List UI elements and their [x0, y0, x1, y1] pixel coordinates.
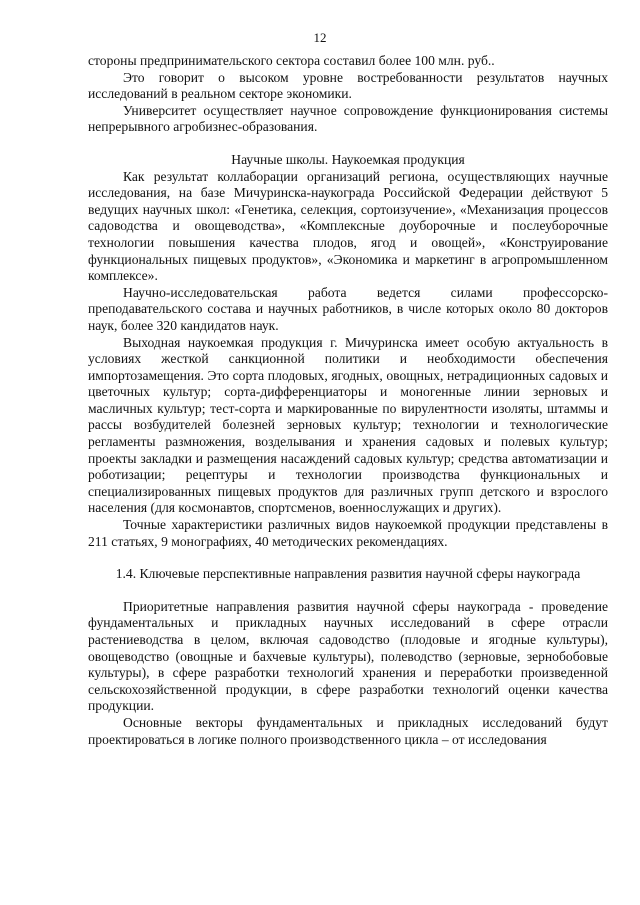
section-heading-directions: 1.4. Ключевые перспективные направления развития научной сферы наукограда [115, 566, 581, 582]
paragraph-products: Выходная наукоемкая продукция г. Мичуринска имеет особую актуальность в условиях жесткой санкционной политики и необходимости обеспечения импортозамещения. Это сорта плодовых, ягодных, овощных, нетрадиционных садовых и цветочных культур; сорта-дифференциаторы и моногенные линии зерновых и масличных культур; тест-сорта и маркированные по вирулентности изоляты, штаммы и рассы возбудителей болезней зерновых культур; технологии и технологические регламенты размножения, возделывания и хранения садовых и полевых культур; проекты закладки и размещения насаждений садовых культур; средства автоматизации и роботизации; рецептуры и технологии производства функциональных и специализированных пищевых продуктов для различных групп детского и взрослого населения (для космонавтов, спортсменов, военнослужащих и других). [88, 334, 608, 516]
paragraph-university-support: Университет осуществляет научное сопровождение функционирования системы непрерывного агробизнес-образования. [88, 102, 608, 135]
paragraph-priorities: Приоритетные направления развития научной сферы наукограда - проведение фундаментальных и прикладных научных исследований в сфере отрасли растениеводства в целом, включая садоводство (плодовые и ягодные культуры), овощеводство (овощные и бахчевые культуры), полеводство (зерновые, зернобобовые культуры), в сфере разработки технологий хранения и переработки произведенной сельскохозяйственной продукции, в сфере разработки технологий оценки качества продукции. [88, 598, 608, 714]
paragraph-research-vectors: Основные векторы фундаментальных и прикладных исследований будут проектироваться в логике полного производственного цикла – от исследования [88, 714, 608, 747]
paragraph-demand: Это говорит о высоком уровне востребованности результатов научных исследований в реальном секторе экономики. [88, 69, 608, 102]
document-body [88, 53, 608, 748]
paragraph-publications: Точные характеристики различных видов наукоемкой продукции представлены в 211 статьях, 9 монографиях, 40 методических рекомендациях. [88, 517, 608, 549]
page-number: 12 [313, 30, 327, 45]
paragraph-research-staff: Научно-исследовательская работа ведется силами профессорско-преподавательского состава и научных работников, в числе которых около 80 докторов наук, более 320 кандидатов наук. [88, 284, 608, 333]
paragraph-continuation: стороны предпринимательского сектора составил более 100 млн. руб.. [88, 53, 495, 68]
section-heading-schools: Научные школы. Наукоемкая продукция [231, 151, 465, 167]
paragraph-schools: Как результат коллаборации организаций региона, осуществляющих научные исследования, на базе Мичуринска-наукограда Российской Федерации действуют 5 ведущих научных школ: «Генетика, селекция, сортоизучение», «Механизация процессов садоводства и овощеводства», «Комплексные доуборочные и послеуборочные технологии повышения качества плодов, ягод и овощей», «Конструирование функциональных пищевых продуктов», «Экономика и маркетинг в агропромышленном комплексе». [88, 168, 608, 284]
